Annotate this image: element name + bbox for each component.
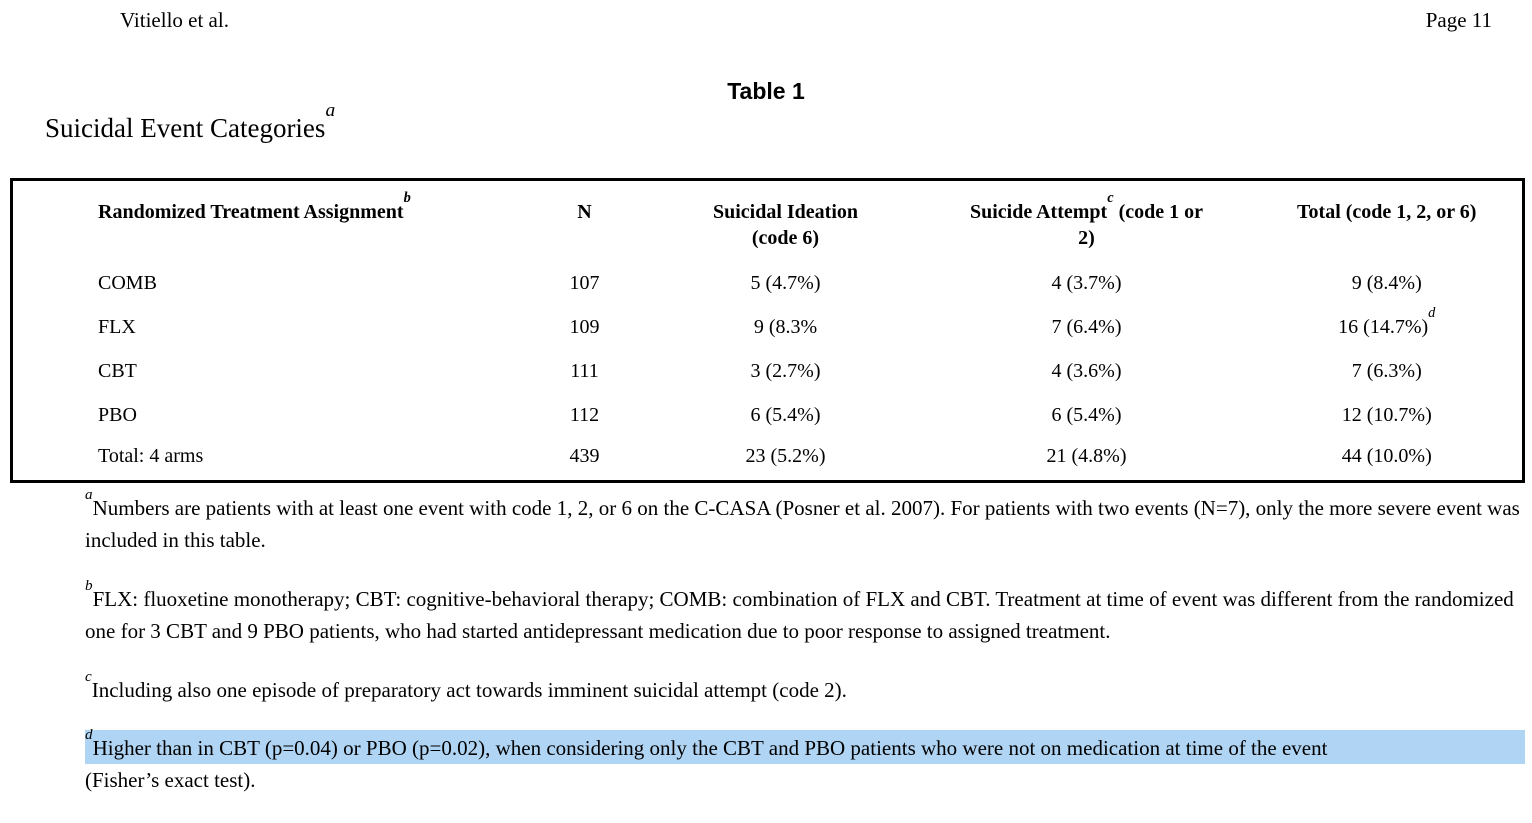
footnotes [85, 486, 1525, 823]
footnote-d [85, 726, 1525, 796]
cell-attempt: 4 (3.7%) [1051, 272, 1122, 294]
table-title-footnote-marker: a [325, 100, 336, 122]
table-row-total [12, 438, 1524, 482]
cell-total: 9 (8.4%) [1351, 272, 1422, 294]
footnote-c-text: Including also one episode of preparatory act towards imminent suicidal attempt (code 2). [91, 678, 847, 702]
cell-total: 12 (10.7%) [1341, 404, 1432, 426]
footnote-d-tail-text: (Fisher’s exact test). [85, 768, 256, 792]
cell-ideation: 23 (5.2%) [745, 445, 826, 468]
cell-ideation: 6 (5.4%) [750, 404, 821, 426]
table-row-flx [12, 306, 1524, 350]
cell-n: 111 [570, 360, 599, 382]
cell-ideation: 5 (4.7%) [750, 272, 821, 294]
cell-total: 16 $(14.7\%)^d$ [1338, 305, 1436, 338]
footnote-marker-c: c [1107, 190, 1114, 207]
footnote-d-letter: d [85, 726, 93, 743]
cell-n: 112 [569, 404, 600, 426]
footnote-b-text: FLX: fluoxetine monotherapy; CBT: cognitive-behavioral therapy; COMB: combination of FLX and CBT. Treatment at time of event was different from the randomized one for 3 CBT and 9 PBO patients, who had started antidepressant medication due to poor response to assigned treatment. [85, 587, 1514, 643]
table-label: Table 1 [727, 78, 805, 104]
cell-ideation: 9 (8.3% [753, 316, 818, 338]
table-header-row [12, 180, 1524, 262]
footnote-c [85, 668, 1525, 706]
column-header-suicidal-ideation: Suicidal Ideation (code 6) [712, 201, 859, 249]
row-label: COMB [98, 272, 157, 294]
cell-attempt: 21 (4.8%) [1046, 445, 1127, 468]
row-label: CBT [98, 360, 137, 382]
table-row-comb [12, 262, 1524, 306]
footnote-c-letter: c [85, 668, 92, 685]
column-header-total: Total (code 1, 2, or 6) [1297, 201, 1477, 223]
cell-attempt: 4 (3.6%) [1051, 360, 1122, 382]
column-header-treatment: Randomized Treatment Assignment$^b$ [98, 190, 411, 223]
column-header-suicide-attempt: Suicide Attempt$^c$ (code 1 or 2) [969, 190, 1204, 249]
suicidal-event-table [10, 178, 1525, 483]
cell-total: 7 (6.3%) [1351, 360, 1422, 382]
cell-total: 44 (10.0%) [1341, 445, 1432, 468]
row-label: PBO [98, 404, 137, 426]
footnote-a [85, 486, 1525, 556]
cell-n: 107 [569, 272, 600, 294]
footnote-a-letter: a [85, 486, 93, 503]
footnote-marker-b: b [403, 190, 411, 207]
footnote-marker-d: d [1428, 305, 1436, 322]
row-label: Total: 4 arms [98, 445, 204, 468]
footnote-d-highlighted-text: Higher than in CBT (p=0.04) or PBO (p=0.02), when considering only the CBT and PBO patients who were not on medication at time of the event [92, 736, 1328, 760]
row-label: FLX [98, 316, 136, 338]
author-header: Vitiello et al. [120, 8, 229, 32]
cell-attempt: 7 (6.4%) [1051, 316, 1122, 338]
column-header-n: N [577, 201, 592, 223]
cell-n: 439 [569, 445, 600, 468]
table-title [45, 100, 336, 144]
cell-attempt: 6 (5.4%) [1051, 404, 1122, 426]
table-row-pbo [12, 394, 1524, 438]
footnote-a-text: Numbers are patients with at least one event with code 1, 2, or 6 on the C-CASA (Posner et al. 2007). For patients with two events (N=7), only the more severe event was included in this table. [85, 496, 1520, 552]
table-row-cbt [12, 350, 1524, 394]
footnote-d-highlighted-selection [85, 726, 1525, 764]
footnote-b [85, 577, 1525, 647]
cell-n: 109 [569, 316, 600, 338]
page-number: Page 11 [1425, 8, 1492, 32]
footnote-b-letter: b [85, 577, 93, 594]
cell-ideation: 3 (2.7%) [750, 360, 821, 382]
table-title-text: Suicidal Event Categories [45, 113, 326, 143]
